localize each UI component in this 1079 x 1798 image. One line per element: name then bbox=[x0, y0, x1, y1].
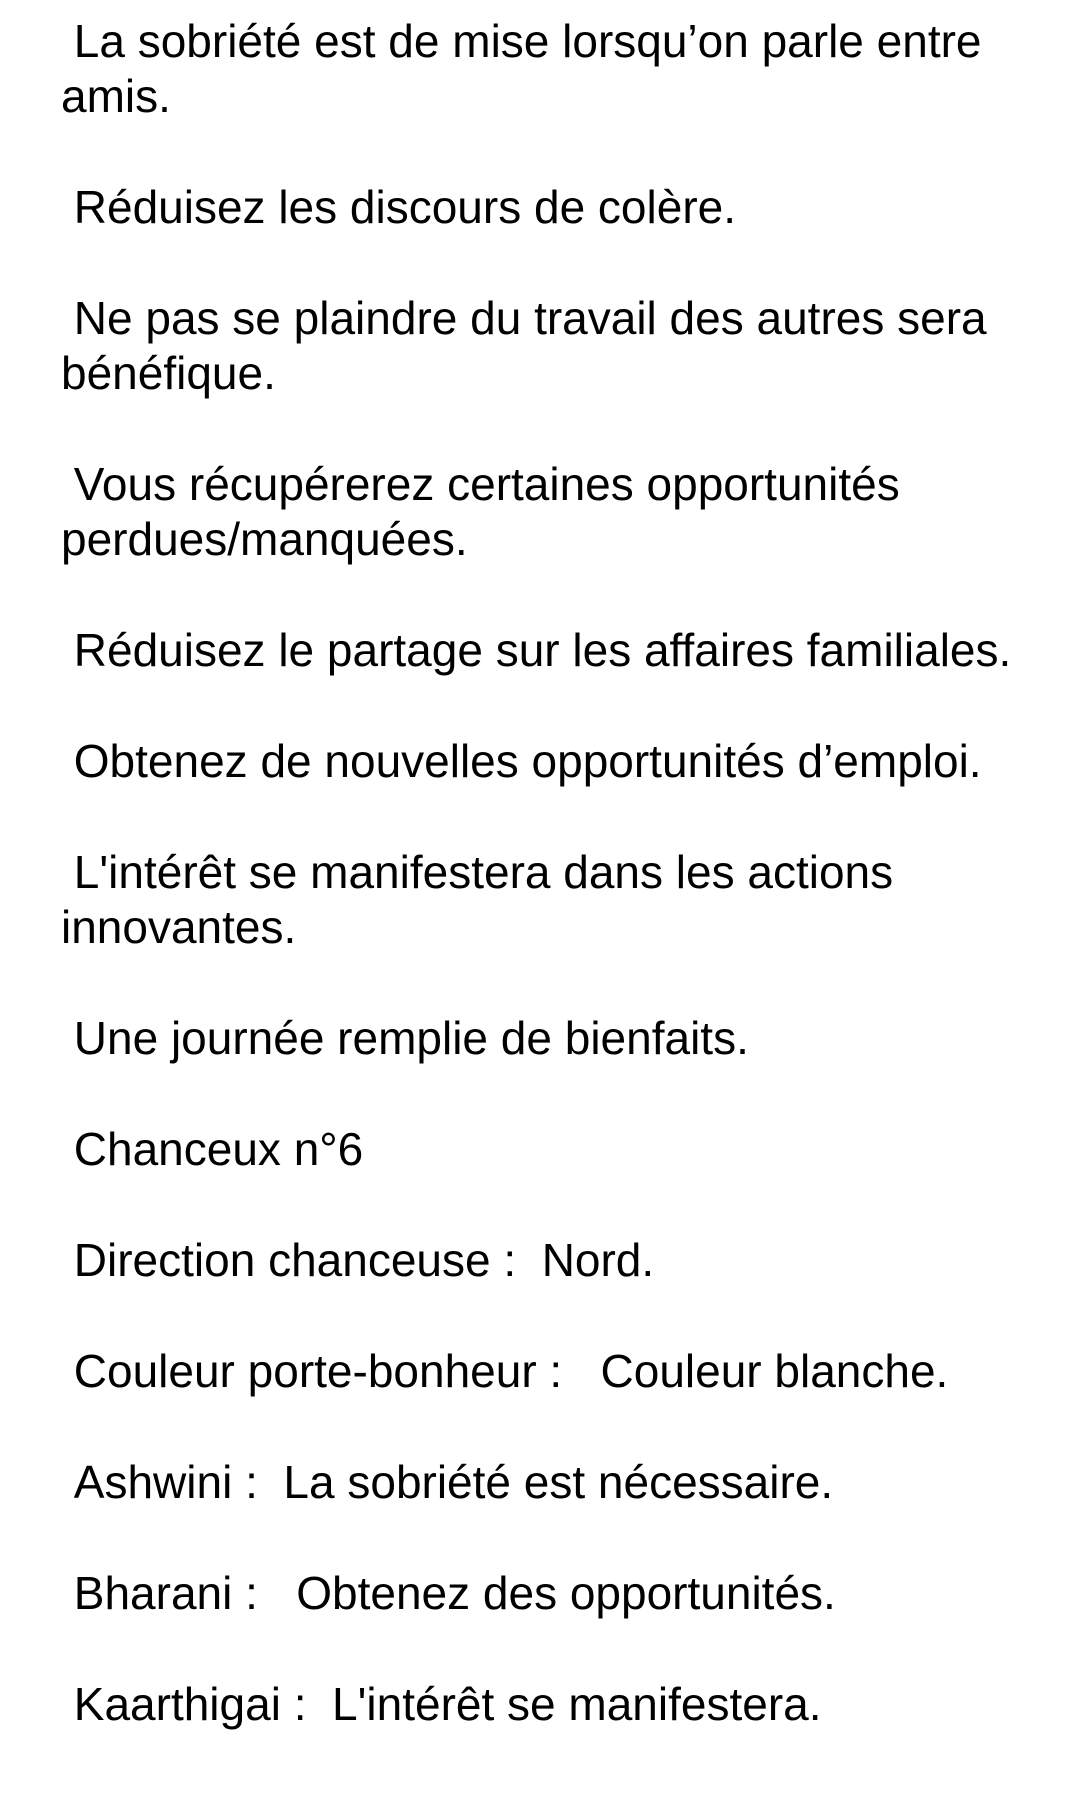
star-ashwini: Ashwini : La sobriété est nécessaire. bbox=[61, 1456, 834, 1508]
paragraph-anger-speech: Réduisez les discours de colère. bbox=[61, 181, 736, 233]
paragraph-family-affairs: Réduisez le partage sur les affaires familiales. bbox=[61, 624, 1012, 676]
star-kaarthigai: Kaarthigai : L'intérêt se manifestera. bbox=[61, 1678, 822, 1730]
star-bharani: Bharani : Obtenez des opportunités. bbox=[61, 1567, 836, 1619]
paragraph-day-of-blessings: Une journée remplie de bienfaits. bbox=[61, 1012, 749, 1064]
lucky-color: Couleur porte-bonheur : Couleur blanche. bbox=[61, 1345, 949, 1397]
paragraph-sobriety-friends: La sobriété est de mise lorsqu’on parle entre amis. bbox=[61, 15, 995, 122]
document-body bbox=[61, 14, 1061, 1788]
lucky-number: Chanceux n°6 bbox=[61, 1123, 364, 1175]
lucky-direction: Direction chanceuse : Nord. bbox=[61, 1234, 655, 1286]
paragraph-innovative-actions: L'intérêt se manifestera dans les actions innovantes. bbox=[61, 846, 906, 953]
paragraph-job-opportunities: Obtenez de nouvelles opportunités d’emploi. bbox=[61, 735, 982, 787]
paragraph-complaints: Ne pas se plaindre du travail des autres sera bénéfique. bbox=[61, 292, 1000, 399]
paragraph-lost-opportunities: Vous récupérerez certaines opportunités perdues/manquées. bbox=[61, 458, 913, 565]
